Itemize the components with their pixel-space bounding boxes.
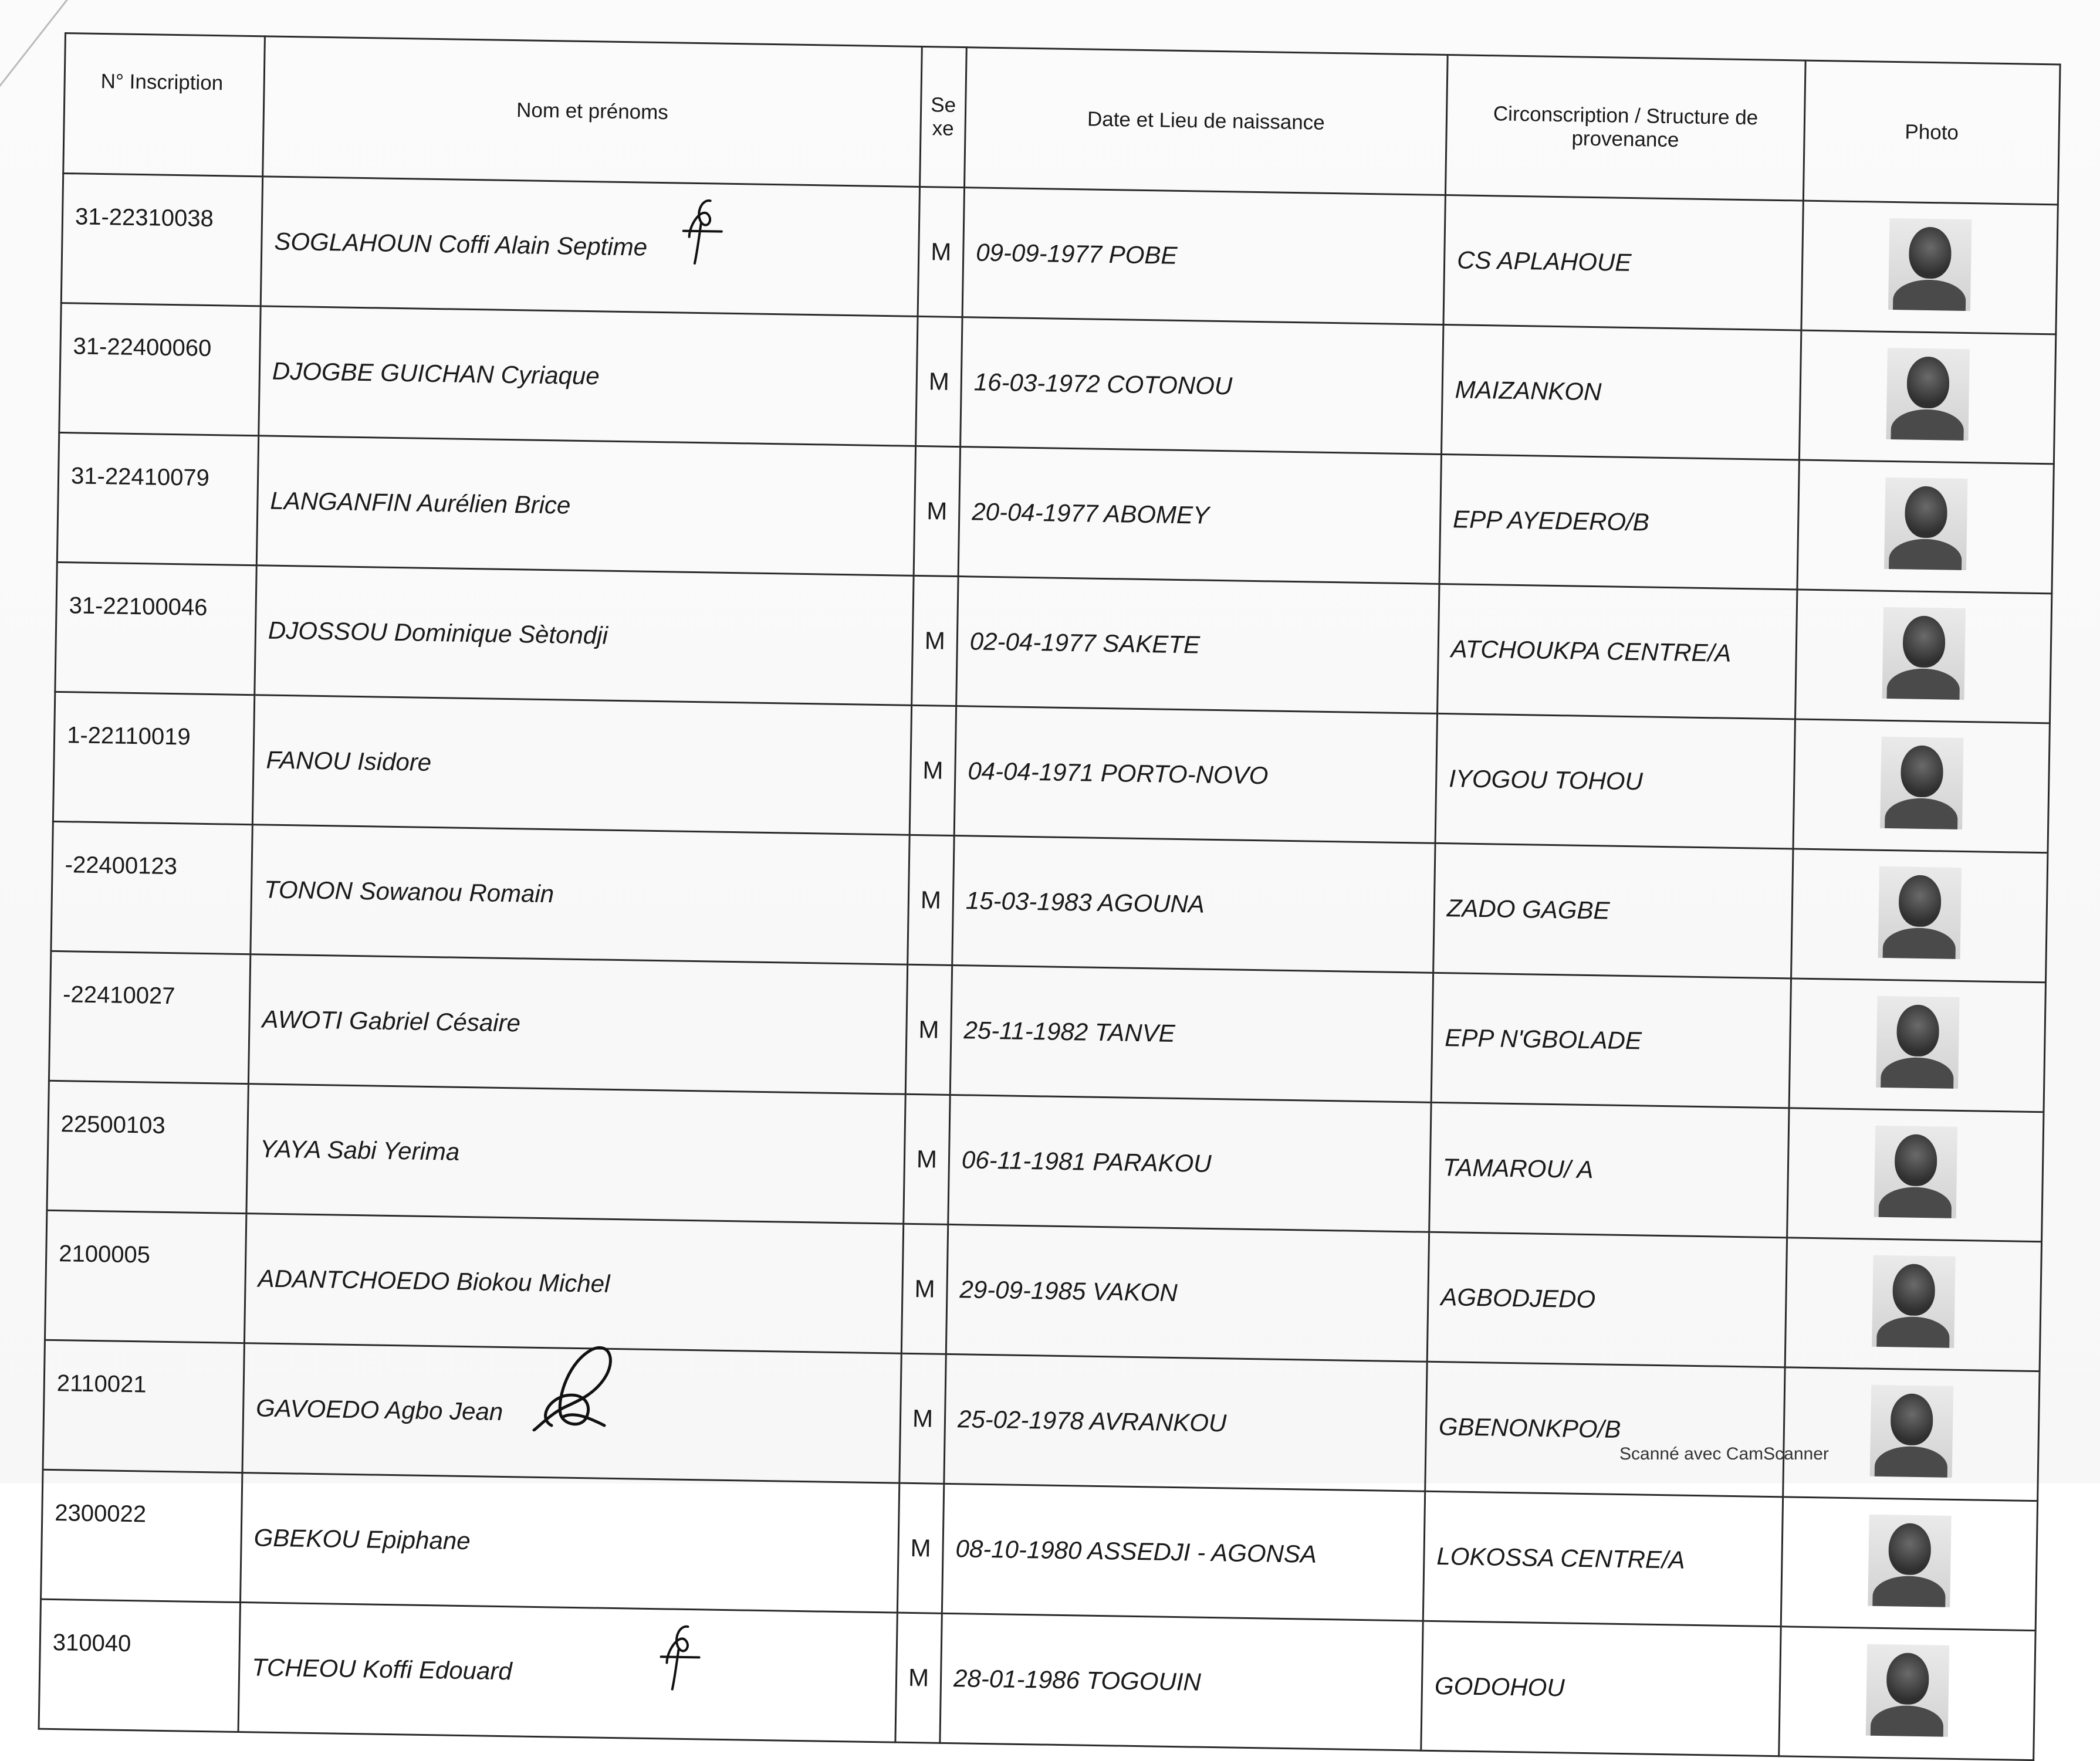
origin-structure-cell: GODOHOU [1421,1621,1781,1756]
full-name-text: FANOU Isidore [266,746,432,776]
photo-cell [1787,1108,2044,1242]
id-photo-portrait [1884,477,1967,570]
birth-date-place-cell: 16-03-1972 COTONOU [961,317,1443,455]
photo-cell [1785,1238,2041,1371]
portrait-head-shape [1900,745,1943,797]
portrait-shoulders-shape [1872,1576,1945,1607]
full-name-text: TONON Sowanou Romain [263,875,554,908]
full-name-cell [261,177,919,317]
full-name-text: AWOTI Gabriel Césaire [262,1005,521,1037]
portrait-shoulders-shape [1878,1187,1952,1218]
photo-cell [1795,590,2051,723]
birth-date-place-cell: 06-11-1981 PARAKOU [948,1095,1431,1232]
birth-date-place-cell: 15-03-1983 AGOUNA [952,835,1435,973]
inscription-number-cell: 31-22400060 [59,303,261,435]
portrait-head-shape [1886,1652,1929,1705]
id-photo-portrait [1878,866,1961,959]
inscription-number-cell: 2300022 [41,1469,242,1602]
portrait-shoulders-shape [1880,1057,1953,1089]
inscription-number-cell: 22500103 [47,1081,248,1213]
signature-mark [528,1337,628,1431]
full-name-text: ADANTCHOEDO Biokou Michel [258,1264,610,1298]
header-birth-date-place: Date et Lieu de naissance [965,48,1448,195]
full-name-text: SOGLAHOUN Coffi Alain Septime [274,227,648,261]
portrait-head-shape [1888,1523,1931,1575]
birth-date-place-cell: 02-04-1977 SAKETE [956,577,1439,714]
inscription-number-cell: 310040 [39,1599,240,1732]
header-full-name: Nom et prénoms [263,36,922,187]
portrait-shoulders-shape [1870,1705,1943,1737]
origin-structure-cell: EPP AYEDERO/B [1439,454,1799,590]
full-name-cell [259,306,918,446]
portrait-head-shape [1898,875,1941,927]
portrait-head-shape [1894,1134,1937,1186]
portrait-head-shape [1904,486,1947,538]
photo-cell [1801,201,2058,334]
photo-cell [1783,1367,2040,1501]
portrait-shoulders-shape [1888,539,1962,570]
portrait-head-shape [1906,356,1949,408]
birth-date-place-cell: 20-04-1977 ABOMEY [958,447,1441,584]
photo-cell [1781,1497,2037,1631]
origin-structure-cell: GBENONKPO/B [1425,1362,1785,1497]
sex-cell: M [895,1613,942,1743]
sex-cell: M [908,835,954,965]
full-name-text: DJOSSOU Dominique Sètondji [268,616,608,649]
sex-cell: M [905,964,952,1095]
initials-signature-mark [677,195,731,266]
sex-cell: M [901,1224,948,1354]
full-name-cell [246,1084,905,1224]
birth-date-place-cell: 28-01-1986 TOGOUIN [940,1613,1423,1750]
inscription-number-cell: -22400123 [51,821,252,954]
origin-structure-cell: EPP N'GBOLADE [1431,973,1791,1108]
scanner-watermark-text: Scanné avec CamScanner [1619,1444,1829,1464]
sex-cell: M [918,187,964,317]
id-photo-portrait [1868,1515,1951,1607]
initials-signature-mark [655,1621,709,1692]
origin-structure-cell: CS APLAHOUE [1443,195,1803,331]
full-name-text: YAYA Sabi Yerima [259,1135,460,1166]
header-inscription-number: N° Inscription [63,33,265,177]
id-photo-portrait [1886,348,1969,441]
full-name-cell [255,565,914,706]
inscription-number-cell: 31-22310038 [61,173,262,306]
sex-cell: M [916,316,962,446]
id-photo-portrait [1876,996,1959,1089]
portrait-shoulders-shape [1884,798,1957,829]
id-photo-portrait [1872,1255,1955,1348]
inscription-number-cell: 2110021 [43,1340,244,1472]
full-name-text: GBEKOU Epiphane [253,1523,471,1555]
origin-structure-cell: TAMAROU/ A [1429,1102,1789,1238]
origin-structure-cell: AGBODJEDO [1427,1232,1787,1367]
candidate-table [38,32,2061,1761]
birth-date-place-cell: 04-04-1971 PORTO-NOVO [954,706,1437,844]
full-name-text: LANGANFIN Aurélien Brice [270,486,571,519]
photo-cell [1793,719,2050,853]
portrait-shoulders-shape [1892,279,1966,311]
full-name-cell [256,436,915,576]
id-photo-portrait [1888,218,1971,311]
birth-date-place-cell: 29-09-1985 VAKON [946,1224,1429,1362]
inscription-number-cell: 31-22100046 [55,562,256,695]
portrait-head-shape [1896,1004,1939,1056]
portrait-head-shape [1902,615,1945,668]
full-name-cell [248,954,907,1095]
id-photo-portrait [1882,607,1965,700]
portrait-shoulders-shape [1891,409,1964,441]
header-sex: Se xe [920,46,967,187]
photo-cell [1789,978,2045,1112]
id-photo-portrait [1869,1385,1953,1478]
full-name-cell [244,1214,903,1354]
sex-cell: M [904,1094,950,1224]
sex-cell: M [899,1353,946,1484]
full-name-cell [251,825,909,965]
origin-structure-cell: ZADO GAGBE [1433,843,1793,978]
sex-cell: M [897,1483,944,1613]
sex-cell: M [914,446,960,576]
birth-date-place-cell: 25-02-1978 AVRANKOU [944,1354,1427,1491]
portrait-shoulders-shape [1882,927,1956,959]
portrait-shoulders-shape [1876,1316,1949,1348]
origin-structure-cell: ATCHOUKPA CENTRE/A [1438,584,1797,719]
portrait-head-shape [1892,1264,1935,1316]
origin-structure-cell: LOKOSSA CENTRE/A [1423,1491,1783,1627]
header-origin-structure: Circonscription / Structure de provenance [1445,55,1805,201]
birth-date-place-cell: 25-11-1982 TANVE [950,965,1433,1102]
birth-date-place-cell: 09-09-1977 POBE [962,188,1445,325]
portrait-shoulders-shape [1886,668,1960,700]
full-name-cell [240,1473,899,1613]
birth-date-place-cell: 08-10-1980 ASSEDJI - AGONSA [942,1484,1425,1621]
header-photo: Photo [1803,60,2060,205]
photo-cell [1779,1627,2035,1760]
origin-structure-cell: MAIZANKON [1441,324,1801,460]
portrait-head-shape [1908,226,1951,279]
sex-cell: M [912,575,958,706]
portrait-head-shape [1890,1393,1933,1445]
sex-cell: M [909,705,956,835]
photo-cell [1799,330,2055,464]
id-photo-portrait [1880,737,1963,829]
id-photo-portrait [1874,1126,1957,1218]
full-name-cell [238,1603,897,1743]
full-name-text: DJOGBE GUICHAN Cyriaque [272,357,600,390]
inscription-number-cell: 2100005 [45,1210,246,1343]
portrait-shoulders-shape [1874,1446,1947,1478]
photo-cell [1797,460,2054,594]
origin-structure-cell: IYOGOU TOHOU [1435,713,1795,849]
full-name-text: GAVOEDO Agbo Jean [255,1394,503,1426]
inscription-number-cell: 31-22410079 [57,432,258,565]
full-name-cell [252,695,911,835]
inscription-number-cell: 1-22110019 [53,692,254,824]
full-name-text: TCHEOU Koffi Edouard [251,1653,513,1685]
id-photo-portrait [1865,1644,1949,1737]
photo-cell [1791,849,2048,983]
inscription-number-cell: -22410027 [49,951,250,1083]
